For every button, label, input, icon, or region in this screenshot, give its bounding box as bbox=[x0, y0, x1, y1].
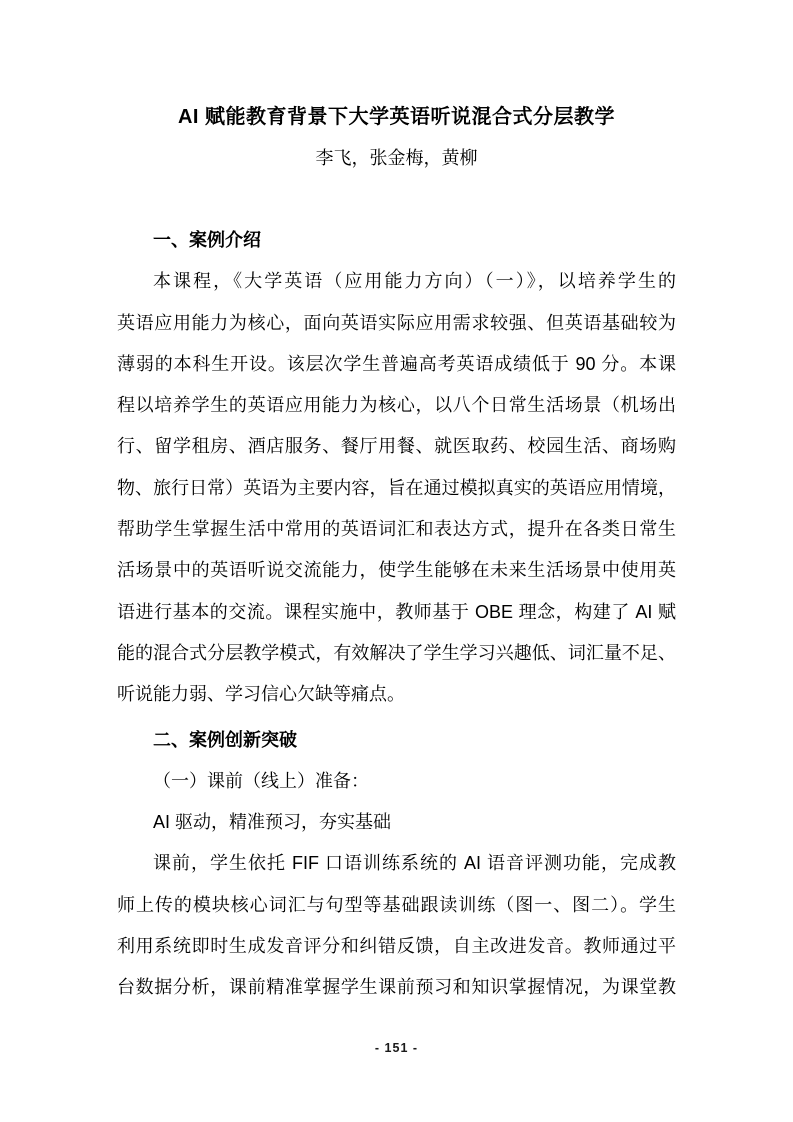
section-heading-innovation: 二、案例创新突破 bbox=[153, 729, 297, 750]
paragraph-line: 英语应用能力为核心，面向英语实际应用需求较强、但英语基础较为 bbox=[117, 312, 676, 333]
paragraph-line: 活场景中的英语听说交流能力，使学生能够在未来生活场景中使用英 bbox=[117, 560, 676, 581]
paragraph-line: 程以培养学生的英语应用能力为核心，以八个日常生活场景（机场出 bbox=[117, 395, 676, 416]
page-number: - 151 - bbox=[374, 1041, 419, 1055]
authors-line: 李飞，张金梅，黄柳 bbox=[315, 148, 478, 168]
paragraph-line: 能的混合式分层教学模式，有效解决了学生学习兴趣低、词汇量不足、 bbox=[117, 642, 676, 663]
paragraph-line: 台数据分析，课前精准掌握学生课前预习和知识掌握情况，为课堂教 bbox=[117, 977, 676, 998]
section-heading-case-intro: 一、案例介绍 bbox=[153, 230, 261, 250]
paragraph-line: 听说能力弱、学习信心欠缺等痛点。 bbox=[117, 684, 405, 705]
method-tagline: AI 驱动，精准预习，夯实基础 bbox=[153, 812, 392, 833]
paragraph-line: 语进行基本的交流。课程实施中，教师基于 OBE 理念，构建了 AI 赋 bbox=[117, 601, 676, 622]
document-title: AI 赋能教育背景下大学英语听说混合式分层教学 bbox=[177, 106, 616, 128]
paragraph-preclass bbox=[117, 843, 676, 1008]
paragraph-line: 帮助学生掌握生活中常用的英语词汇和表达方式，提升在各类日常生 bbox=[117, 519, 676, 540]
paragraph-line: 课前，学生依托 FIF 口语训练系统的 AI 语音评测功能，完成教 bbox=[153, 853, 676, 874]
paragraph-line: 物、旅行日常）英语为主要内容，旨在通过模拟真实的英语应用情境， bbox=[117, 477, 676, 498]
paragraph-case-intro bbox=[117, 261, 676, 715]
paragraph-line: 利用系统即时生成发音评分和纠错反馈，自主改进发音。教师通过平 bbox=[117, 936, 676, 957]
document-body bbox=[117, 220, 676, 1009]
paragraph-line: 行、留学租房、酒店服务、餐厅用餐、就医取药、校园生活、商场购 bbox=[117, 436, 676, 457]
paragraph-line: 薄弱的本科生开设。该层次学生普遍高考英语成绩低于 90 分。本课 bbox=[117, 353, 676, 374]
paragraph-line: 师上传的模块核心词汇与句型等基础跟读训练（图一、图二）。学生 bbox=[117, 894, 676, 915]
subsection-heading-preclass: （一）课前（线上）准备： bbox=[153, 770, 369, 791]
paragraph-line: 本课程，《大学英语（应用能力方向）（一）》，以培养学生的 bbox=[153, 271, 676, 292]
